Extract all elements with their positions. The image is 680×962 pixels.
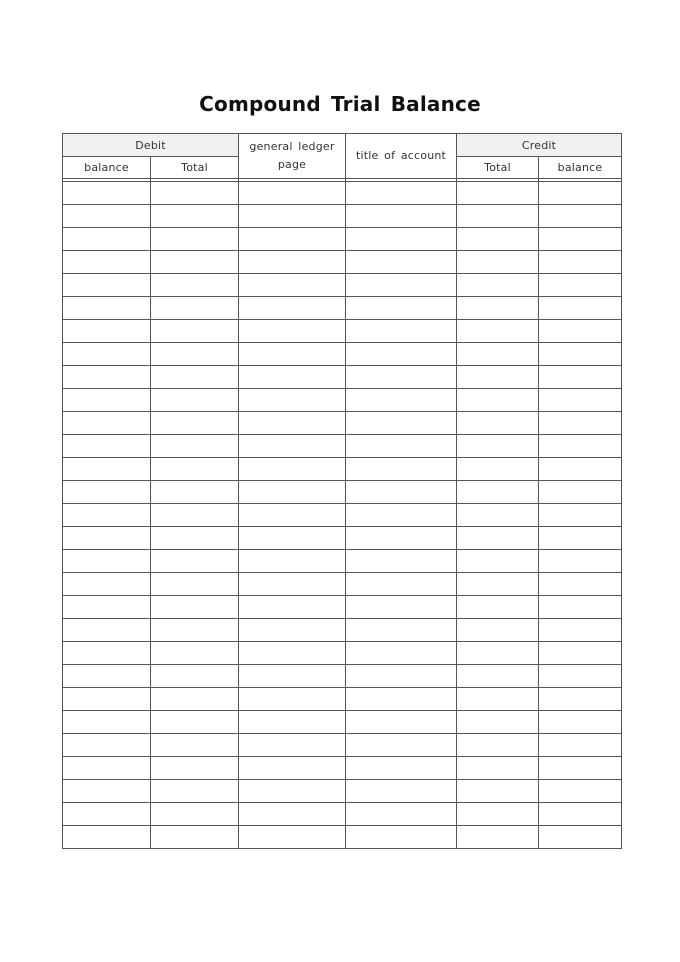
gl-page-cell	[239, 803, 346, 826]
account-title-cell	[346, 504, 457, 527]
table-row	[63, 550, 622, 573]
credit-balance-cell	[539, 642, 622, 665]
table-body	[63, 182, 622, 849]
gl-page-cell	[239, 412, 346, 435]
gl-page-cell	[239, 228, 346, 251]
account-title-cell	[346, 665, 457, 688]
debit-balance-cell	[63, 642, 151, 665]
gl-page-cell	[239, 573, 346, 596]
account-title-cell	[346, 251, 457, 274]
table-row	[63, 757, 622, 780]
credit-balance-cell	[539, 458, 622, 481]
table-row	[63, 596, 622, 619]
gl-page-cell	[239, 665, 346, 688]
table-row	[63, 274, 622, 297]
debit-total-cell	[151, 458, 239, 481]
gl-page-cell	[239, 182, 346, 205]
debit-total-cell	[151, 734, 239, 757]
gl-page-cell	[239, 435, 346, 458]
debit-balance-cell	[63, 619, 151, 642]
debit-balance-cell	[63, 757, 151, 780]
credit-total-cell	[457, 412, 539, 435]
credit-total-cell	[457, 642, 539, 665]
account-title-cell	[346, 780, 457, 803]
table-row	[63, 481, 622, 504]
credit-total-cell	[457, 596, 539, 619]
credit-balance-cell	[539, 297, 622, 320]
table-row	[63, 619, 622, 642]
account-title-cell	[346, 182, 457, 205]
credit-total-cell	[457, 389, 539, 412]
account-title-cell	[346, 228, 457, 251]
debit-total-cell	[151, 389, 239, 412]
account-title-cell	[346, 458, 457, 481]
gl-page-cell	[239, 504, 346, 527]
debit-total-cell	[151, 826, 239, 849]
credit-balance-cell	[539, 205, 622, 228]
table-row	[63, 527, 622, 550]
debit-total-cell	[151, 274, 239, 297]
table-header	[63, 134, 622, 182]
credit-total-cell	[457, 320, 539, 343]
account-title-cell	[346, 389, 457, 412]
general-ledger-label: general ledger	[249, 140, 335, 153]
debit-total-cell	[151, 780, 239, 803]
gl-page-cell	[239, 757, 346, 780]
debit-group-header: Debit	[63, 134, 239, 157]
credit-balance-cell	[539, 596, 622, 619]
debit-total-cell	[151, 803, 239, 826]
credit-total-cell	[457, 734, 539, 757]
debit-total-cell	[151, 251, 239, 274]
debit-total-cell	[151, 504, 239, 527]
gl-page-cell	[239, 688, 346, 711]
credit-total-cell	[457, 251, 539, 274]
credit-balance-cell	[539, 550, 622, 573]
credit-balance-cell	[539, 504, 622, 527]
credit-balance-cell	[539, 274, 622, 297]
trial-balance-table	[62, 133, 622, 849]
gl-page-cell	[239, 596, 346, 619]
credit-balance-cell	[539, 619, 622, 642]
debit-balance-cell	[63, 504, 151, 527]
credit-total-cell	[457, 619, 539, 642]
credit-balance-cell	[539, 481, 622, 504]
gl-page-cell	[239, 780, 346, 803]
gl-page-cell	[239, 527, 346, 550]
debit-total-cell	[151, 435, 239, 458]
account-title-cell	[346, 481, 457, 504]
gl-page-cell	[239, 366, 346, 389]
account-title-cell	[346, 343, 457, 366]
debit-balance-cell	[63, 274, 151, 297]
table-row	[63, 803, 622, 826]
credit-total-cell	[457, 182, 539, 205]
debit-total-cell	[151, 757, 239, 780]
table-row	[63, 251, 622, 274]
gl-page-cell	[239, 550, 346, 573]
debit-total-cell	[151, 182, 239, 205]
debit-balance-header: balance	[63, 157, 151, 179]
credit-total-cell	[457, 527, 539, 550]
debit-balance-cell	[63, 182, 151, 205]
table-row	[63, 642, 622, 665]
debit-balance-cell	[63, 711, 151, 734]
debit-balance-cell	[63, 297, 151, 320]
debit-total-cell	[151, 228, 239, 251]
credit-balance-cell	[539, 228, 622, 251]
credit-balance-cell	[539, 757, 622, 780]
credit-total-cell	[457, 297, 539, 320]
table-row	[63, 573, 622, 596]
page-label: page	[277, 158, 307, 171]
credit-balance-cell	[539, 734, 622, 757]
account-title-cell	[346, 573, 457, 596]
credit-total-cell	[457, 757, 539, 780]
credit-total-cell	[457, 366, 539, 389]
account-title-cell	[346, 803, 457, 826]
debit-balance-cell	[63, 688, 151, 711]
account-title-cell	[346, 642, 457, 665]
credit-balance-cell	[539, 573, 622, 596]
credit-total-cell	[457, 711, 539, 734]
title-of-account-header: title of account	[346, 134, 457, 179]
credit-balance-cell	[539, 665, 622, 688]
gl-page-cell	[239, 343, 346, 366]
account-title-cell	[346, 412, 457, 435]
debit-total-header: Total	[151, 157, 239, 179]
debit-balance-cell	[63, 205, 151, 228]
gl-page-cell	[239, 826, 346, 849]
account-title-cell	[346, 527, 457, 550]
credit-total-header: Total	[457, 157, 539, 179]
credit-total-cell	[457, 458, 539, 481]
credit-total-cell	[457, 688, 539, 711]
table-row	[63, 458, 622, 481]
debit-balance-cell	[63, 665, 151, 688]
credit-total-cell	[457, 780, 539, 803]
table-row	[63, 734, 622, 757]
credit-balance-cell	[539, 527, 622, 550]
table-row	[63, 711, 622, 734]
table-row	[63, 343, 622, 366]
credit-balance-cell	[539, 251, 622, 274]
debit-total-cell	[151, 320, 239, 343]
account-title-cell	[346, 435, 457, 458]
debit-balance-cell	[63, 826, 151, 849]
credit-total-cell	[457, 343, 539, 366]
account-title-cell	[346, 596, 457, 619]
table-row	[63, 504, 622, 527]
debit-total-cell	[151, 688, 239, 711]
table-row	[63, 665, 622, 688]
account-title-cell	[346, 757, 457, 780]
credit-total-cell	[457, 205, 539, 228]
debit-total-cell	[151, 297, 239, 320]
credit-total-cell	[457, 504, 539, 527]
table-row	[63, 228, 622, 251]
debit-total-cell	[151, 665, 239, 688]
credit-total-cell	[457, 803, 539, 826]
gl-page-cell	[239, 320, 346, 343]
debit-total-cell	[151, 481, 239, 504]
gl-page-cell	[239, 274, 346, 297]
gl-page-cell	[239, 297, 346, 320]
gl-page-cell	[239, 734, 346, 757]
debit-total-cell	[151, 527, 239, 550]
debit-balance-cell	[63, 734, 151, 757]
credit-total-cell	[457, 826, 539, 849]
account-title-cell	[346, 205, 457, 228]
credit-balance-cell	[539, 366, 622, 389]
account-title-cell	[346, 619, 457, 642]
account-title-cell	[346, 734, 457, 757]
gl-page-cell	[239, 389, 346, 412]
account-title-cell	[346, 366, 457, 389]
credit-total-cell	[457, 665, 539, 688]
table-row	[63, 435, 622, 458]
general-ledger-page-header	[239, 134, 346, 179]
debit-total-cell	[151, 642, 239, 665]
credit-total-cell	[457, 573, 539, 596]
credit-balance-cell	[539, 182, 622, 205]
account-title-cell	[346, 711, 457, 734]
debit-balance-cell	[63, 458, 151, 481]
gl-page-cell	[239, 711, 346, 734]
credit-total-cell	[457, 435, 539, 458]
debit-total-cell	[151, 596, 239, 619]
table-row	[63, 320, 622, 343]
credit-balance-cell	[539, 826, 622, 849]
debit-total-cell	[151, 711, 239, 734]
credit-group-header: Credit	[457, 134, 622, 157]
credit-total-cell	[457, 481, 539, 504]
credit-balance-cell	[539, 711, 622, 734]
credit-balance-cell	[539, 389, 622, 412]
debit-balance-cell	[63, 481, 151, 504]
gl-page-cell	[239, 205, 346, 228]
account-title-cell	[346, 826, 457, 849]
debit-balance-cell	[63, 343, 151, 366]
table-row	[63, 389, 622, 412]
gl-page-cell	[239, 642, 346, 665]
account-title-cell	[346, 320, 457, 343]
debit-total-cell	[151, 205, 239, 228]
account-title-cell	[346, 688, 457, 711]
debit-total-cell	[151, 412, 239, 435]
gl-page-cell	[239, 458, 346, 481]
table-row	[63, 688, 622, 711]
debit-balance-cell	[63, 596, 151, 619]
document-title: Compound Trial Balance	[199, 92, 481, 116]
table-row	[63, 826, 622, 849]
debit-total-cell	[151, 619, 239, 642]
table-row	[63, 780, 622, 803]
debit-balance-cell	[63, 803, 151, 826]
debit-total-cell	[151, 343, 239, 366]
table-row	[63, 412, 622, 435]
table-row	[63, 297, 622, 320]
table-row	[63, 205, 622, 228]
gl-page-cell	[239, 619, 346, 642]
debit-balance-cell	[63, 573, 151, 596]
credit-balance-cell	[539, 320, 622, 343]
credit-balance-cell	[539, 435, 622, 458]
credit-total-cell	[457, 550, 539, 573]
debit-total-cell	[151, 550, 239, 573]
table-row	[63, 366, 622, 389]
credit-total-cell	[457, 274, 539, 297]
table-row	[63, 182, 622, 205]
credit-balance-header: balance	[539, 157, 622, 179]
debit-balance-cell	[63, 527, 151, 550]
credit-balance-cell	[539, 343, 622, 366]
credit-total-cell	[457, 228, 539, 251]
gl-page-cell	[239, 481, 346, 504]
debit-balance-cell	[63, 366, 151, 389]
account-title-cell	[346, 550, 457, 573]
credit-balance-cell	[539, 803, 622, 826]
debit-balance-cell	[63, 251, 151, 274]
debit-balance-cell	[63, 228, 151, 251]
debit-balance-cell	[63, 780, 151, 803]
credit-balance-cell	[539, 688, 622, 711]
credit-balance-cell	[539, 780, 622, 803]
debit-balance-cell	[63, 550, 151, 573]
header-row-top	[63, 134, 622, 157]
debit-balance-cell	[63, 412, 151, 435]
debit-balance-cell	[63, 389, 151, 412]
debit-balance-cell	[63, 320, 151, 343]
debit-balance-cell	[63, 435, 151, 458]
debit-total-cell	[151, 366, 239, 389]
debit-total-cell	[151, 573, 239, 596]
account-title-cell	[346, 297, 457, 320]
credit-balance-cell	[539, 412, 622, 435]
account-title-cell	[346, 274, 457, 297]
gl-page-cell	[239, 251, 346, 274]
